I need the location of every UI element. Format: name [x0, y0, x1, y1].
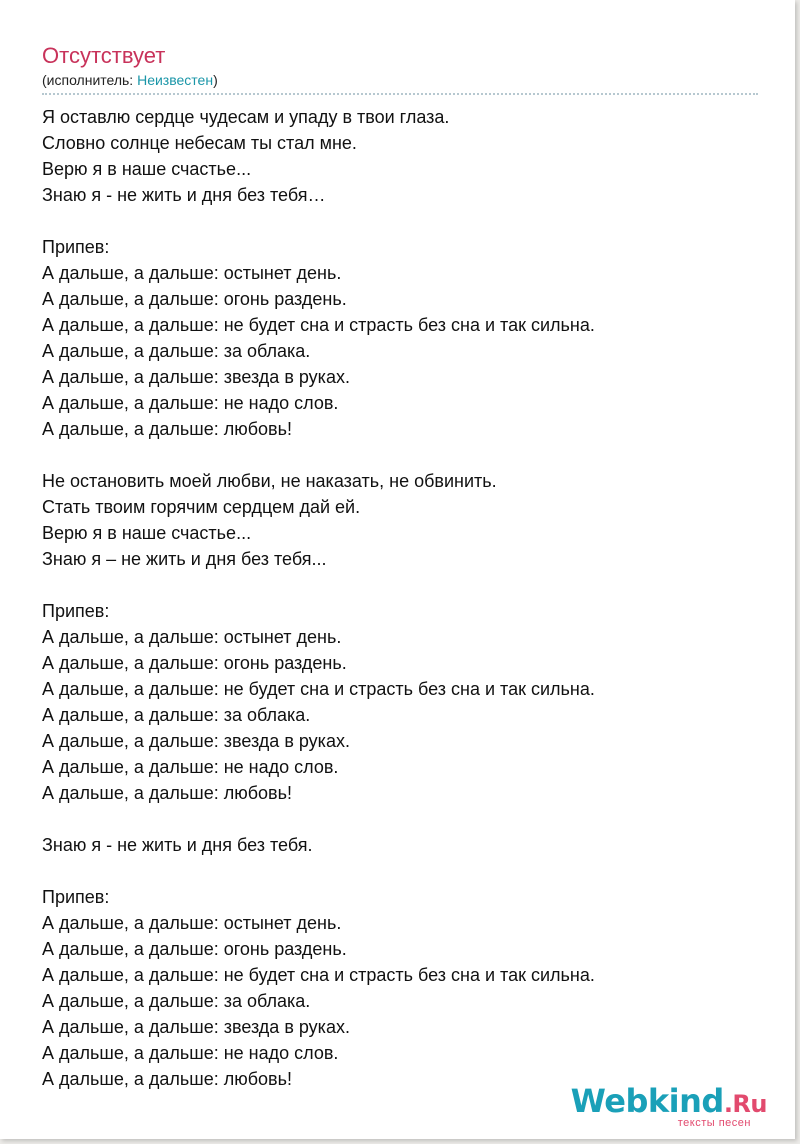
lyrics-line: Верю я в наше счастье...	[42, 159, 252, 179]
lyrics-line: Знаю я - не жить и дня без тебя…	[42, 185, 326, 205]
lyrics-blank-line	[42, 572, 758, 598]
lyrics-line: Стать твоим горячим сердцем дай ей.	[42, 497, 361, 517]
lyrics-line: А дальше, а дальше: не надо слов.	[42, 1043, 339, 1063]
artist-line	[42, 70, 758, 90]
lyrics-line: А дальше, а дальше: огонь раздень.	[42, 653, 347, 673]
logo-tagline: тексты песен	[677, 1117, 751, 1129]
lyrics-text	[42, 104, 758, 1092]
lyrics-line: А дальше, а дальше: остынет день.	[42, 627, 342, 647]
lyrics-line: А дальше, а дальше: остынет день.	[42, 263, 342, 283]
lyrics-line: А дальше, а дальше: остынет день.	[42, 913, 342, 933]
lyrics-line: Знаю я - не жить и дня без тебя.	[42, 835, 313, 855]
lyrics-line: Припев:	[42, 237, 110, 257]
artist-suffix: )	[213, 72, 218, 88]
logo-main-text: Webkind	[570, 1082, 724, 1120]
lyrics-line: Не остановить моей любви, не наказать, не обвинить.	[42, 471, 497, 491]
lyrics-line: А дальше, а дальше: огонь раздень.	[42, 289, 347, 309]
lyrics-line: А дальше, а дальше: не будет сна и страсть без сна и так сильна.	[42, 315, 595, 335]
lyrics-line: А дальше, а дальше: за облака.	[42, 705, 311, 725]
lyrics-line: А дальше, а дальше: звезда в руках.	[42, 367, 350, 387]
lyrics-line: А дальше, а дальше: любовь!	[42, 419, 292, 439]
header-divider	[42, 93, 758, 95]
song-header	[42, 42, 758, 90]
lyrics-line: А дальше, а дальше: не надо слов.	[42, 393, 339, 413]
lyrics-blank-line	[42, 806, 758, 832]
artist-name-link[interactable]: Неизвестен	[137, 72, 214, 88]
lyrics-line: А дальше, а дальше: не будет сна и страсть без сна и так сильна.	[42, 679, 595, 699]
lyrics-line: А дальше, а дальше: за облака.	[42, 991, 311, 1011]
lyrics-line: А дальше, а дальше: любовь!	[42, 1069, 292, 1089]
lyrics-line: Знаю я – не жить и дня без тебя...	[42, 549, 327, 569]
lyrics-line: Припев:	[42, 601, 110, 621]
lyrics-line: А дальше, а дальше: огонь раздень.	[42, 939, 347, 959]
lyrics-line: А дальше, а дальше: не будет сна и страсть без сна и так сильна.	[42, 965, 595, 985]
lyrics-blank-line	[42, 208, 758, 234]
lyrics-line: А дальше, а дальше: за облака.	[42, 341, 311, 361]
logo-suffix-text: .Ru	[723, 1090, 767, 1118]
lyrics-line: А дальше, а дальше: звезда в руках.	[42, 731, 350, 751]
lyrics-line: А дальше, а дальше: не надо слов.	[42, 757, 339, 777]
lyrics-line: Словно солнце небесам ты стал мне.	[42, 133, 357, 153]
lyrics-line: Припев:	[42, 887, 110, 907]
lyrics-line: Я оставлю сердце чудесам и упаду в твои глаза.	[42, 107, 450, 127]
artist-prefix: (исполнитель:	[42, 72, 138, 88]
lyrics-blank-line	[42, 442, 758, 468]
song-title: Отсутствует	[42, 43, 166, 68]
lyrics-line: А дальше, а дальше: звезда в руках.	[42, 1017, 350, 1037]
lyrics-blank-line	[42, 858, 758, 884]
webkind-logo	[570, 1082, 767, 1129]
lyrics-line: Верю я в наше счастье...	[42, 523, 252, 543]
lyrics-line: А дальше, а дальше: любовь!	[42, 783, 292, 803]
